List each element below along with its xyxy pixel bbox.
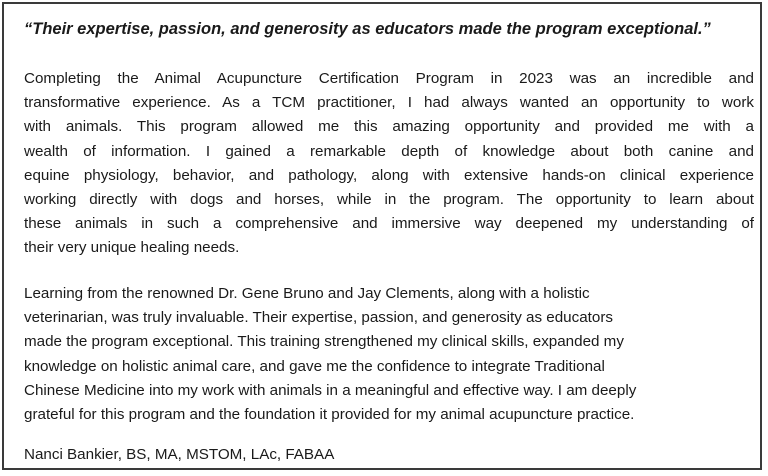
paragraph-line: transformative experience. As a TCM practitioner, I had always wanted an opportunity to work bbox=[24, 94, 754, 112]
paragraph-line: working directly with dogs and horses, while in the program. The opportunity to learn about bbox=[24, 191, 754, 209]
paragraph-line: made the program exceptional. This training strengthened my clinical skills, expanded my bbox=[24, 333, 624, 351]
paragraph-line: Chinese Medicine into my work with animals in a meaningful and effective way. I am deeply bbox=[24, 381, 637, 399]
testimonial-card bbox=[2, 2, 762, 470]
paragraph-line: their very unique healing needs. bbox=[24, 239, 240, 257]
paragraph-line: wealth of information. I gained a remarkable depth of knowledge about both canine and bbox=[24, 142, 754, 160]
paragraph-line: these animals in such a comprehensive and immersive way deepened my understanding of bbox=[24, 215, 754, 233]
testimonial-paragraph-2 bbox=[24, 282, 754, 427]
author-signature: Nanci Bankier, BS, MA, MSTOM, LAc, FABAA bbox=[24, 446, 335, 463]
testimonial-paragraph-1 bbox=[24, 67, 754, 261]
paragraph-line: Learning from the renowned Dr. Gene Bruno and Jay Clements, along with a holistic bbox=[24, 285, 590, 302]
paragraph-line: Completing the Animal Acupuncture Certification Program in 2023 was an incredible and bbox=[24, 70, 754, 87]
paragraph-line: veterinarian, was truly invaluable. Their expertise, passion, and generosity as educators bbox=[24, 309, 613, 327]
pull-quote: “Their expertise, passion, and generosity as educators made the program exceptional.” bbox=[24, 20, 711, 38]
paragraph-line: knowledge on holistic animal care, and gave me the confidence to integrate Traditional bbox=[24, 357, 605, 375]
paragraph-line: grateful for this program and the foundation it provided for my animal acupuncture practice. bbox=[24, 406, 635, 424]
paragraph-line: equine physiology, behavior, and pathology, along with extensive hands-on clinical experience bbox=[24, 166, 754, 184]
paragraph-line: with animals. This program allowed me this amazing opportunity and provided me with a bbox=[24, 118, 754, 136]
